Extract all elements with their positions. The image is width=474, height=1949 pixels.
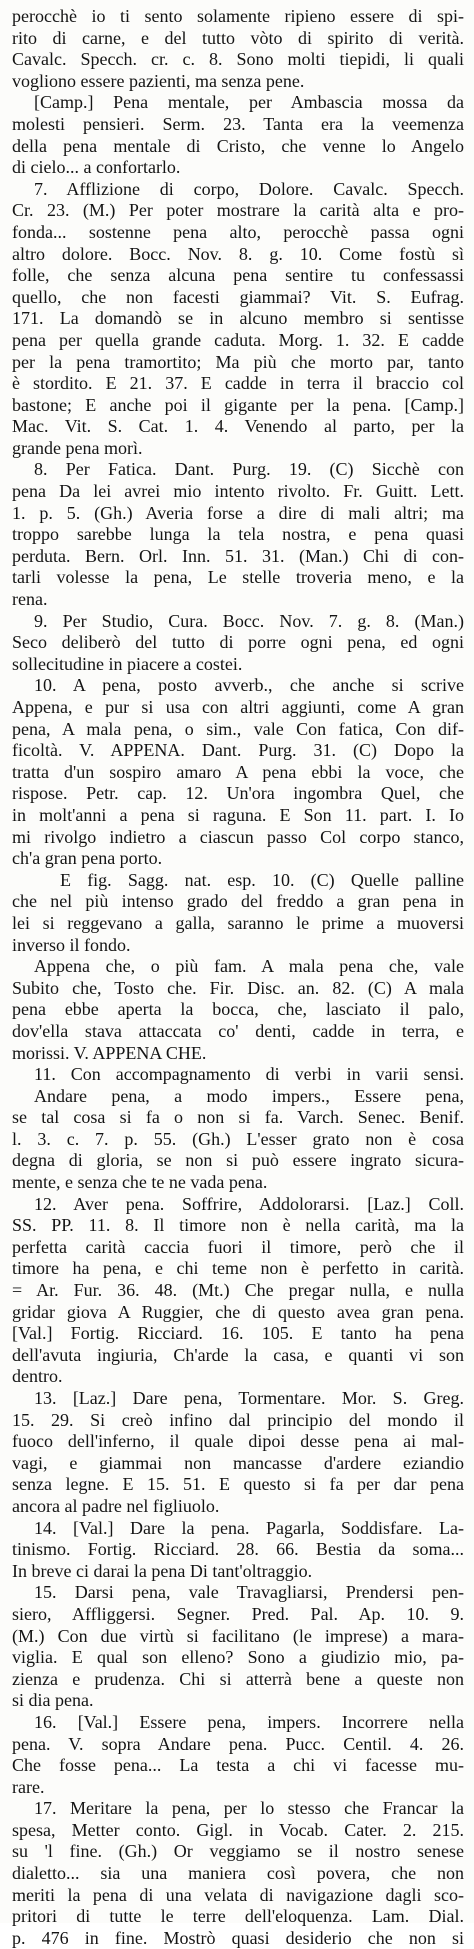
text-line: mente, e senza che te ne vada pena. [12,1172,268,1193]
text-line: molesti pensieri. Serm. 23. Tanta era la veemenza [12,113,464,134]
text-line: 13. [Laz.] Dare pena, Tormentare. Mor. S. Greg. [34,1388,464,1408]
text-line: in molt'anni a pena si raguna. E Son 11. part. I. Io [12,804,464,825]
text-line: che nel più intenso grado del freddo a gran pena in [12,891,464,912]
text-line: degna di gloria, se non si può essere ingrato sicura- [12,1150,464,1171]
text-line: 14. [Val.] Dare la pena. Pagarla, Soddisfare. La- [34,1517,464,1538]
text-line: p. 476 in fine. Mostrò quasi desiderio che non si [12,1927,464,1948]
text-line: SS. PP. 11. 8. Il timore non è nella carità, ma la [12,1215,464,1236]
text-line: ch'a gran pena porto. [12,848,163,869]
text-line: pena, A mala pena, o sim., vale Con fatica, Con dif- [12,718,464,739]
text-line: pena Da lei avrei mio intento rivolto. Fr. Guitt. Lett. [12,481,464,502]
text-line: perfetta carità caccia fuori il timore, però che il [12,1236,464,1257]
text-line: gridar giova A Ruggier, che di questo avea gran pena. [12,1301,464,1322]
text-line: Subito che, Tosto che. Fir. Disc. an. 82. (C) A mala [12,977,464,998]
text-line: pena ebbe aperta la bocca, che, lasciato il palo, [12,999,464,1020]
text-line: sollecitudine in piacere a costei. [12,653,243,674]
text-line: 10. A pena, posto avverb., che anche si scrive [34,675,464,696]
text-line: grande pena morì. [12,437,143,458]
text-line: morissi. V. APPENA CHE. [12,1042,207,1063]
text-line: 7. Afflizione di corpo, Dolore. Cavalc. Specch. [34,178,464,199]
text-line: Seco deliberò del tutto di porre ogni pena, ed ogni [12,632,464,653]
text-line: 15. Darsi pena, vale Travagliarsi, Prendersi pen- [34,1582,464,1603]
text-line: Andare pena, a modo impers., Essere pena, [34,1085,464,1106]
text-line: pena. V. sopra Andare pena. Pucc. Centil. 4. 26. [12,1733,464,1754]
text-line: è stordito. E 21. 37. E cadde in terra il braccio col [12,373,464,394]
text-line: zienza e prudenza. Chi si atterrà bene a queste non [12,1668,464,1689]
text-line: tratta d'un sospiro amaro A pena ebbi la voce, che [12,761,464,782]
text-line: Cr. 23. (M.) Per poter mostrare la carità alta e pro- [12,200,464,221]
text-line: dentro. [12,1366,63,1387]
text-line: timore ha pena, e chi teme non è perfetto in carità. [12,1258,464,1279]
text-line: se tal cosa si fa o non si fa. Varch. Senec. Benif. [12,1107,464,1128]
text-line: senza legne. E 15. 51. E questo si fa per dar pena [12,1474,464,1495]
text-line: perduta. Bern. Orl. Inn. 51. 31. (Man.) Chi di con- [12,545,464,566]
text-line: l. 3. c. 7. p. 55. (Gh.) L'esser grato non è cosa [12,1128,464,1149]
text-line: spesa, Metter conto. Gigl. in Vocab. Cater. 2. 215. [12,1819,464,1840]
text-line: fuoco dell'inferno, il quale dipoi desse pena ai mal- [12,1431,464,1452]
text-line: [Camp.] Pena mentale, per Ambascia mossa da [34,92,464,113]
text-line: dell'avuta ingiuria, Ch'arde la casa, e quanti vi son [12,1344,464,1365]
text-line: 11. Con accompagnamento di verbi in varii sensi. [34,1064,464,1085]
text-line: mi rivolgo indietro a ciascun passo Col corpo stanco, [12,826,464,847]
text-line: meriti la pena di una velata di navigazione dagli sco- [12,1884,464,1905]
text-line: 15. 29. Si creò infino dal principio del mondo il [12,1409,464,1430]
text-line: [Val.] Fortig. Ricciard. 16. 105. E tanto ha pena [12,1323,464,1344]
text-line: rare. [12,1776,45,1797]
text-line: 1. p. 5. (Gh.) Averia forse a dire di mali altri; ma [12,502,464,523]
text-line: tarli volesse la pena, Le stelle troveria meno, e la [12,567,464,588]
text-line: si dia pena. [12,1690,94,1711]
text-line: pritori di tutte le terre dell'eloquenza. Lam. Dial. [12,1906,464,1927]
text-line: di cielo... a confortarlo. [12,157,181,178]
text-line: bastone; E anche poi il gigante per la pena. [Camp.] [12,394,464,415]
text-line: Appena, e pur si usa con altri aggiunti, come A gran [12,697,464,717]
text-line: siero, Affliggersi. Segner. Pred. Pal. Ap. 10. 9. [12,1603,464,1624]
text-line: dialetto... sia una maniera così povera, che non [12,1863,464,1884]
text-line: Mac. Vit. S. Cat. 1. 4. Venendo al parto, per la [12,416,464,437]
text-line: troppo sarebbe lunga la tela nostra, e pena quasi [12,524,464,545]
text-line: vogliono essere pazienti, ma senza pene. [12,70,305,91]
text-line: inverso il fondo. [12,934,131,955]
text-line: ficoltà. V. APPENA. Dant. Purg. 31. (C) Dopo la [12,740,464,761]
text-line: per la pena tramortito; Ma più che morto par, tanto [12,351,464,372]
text-line: dov'ella stava attaccata co' denti, cadde in terra, e [12,1020,464,1041]
text-line: altro dolore. Bocc. Nov. 8. g. 10. Come fostù sì [12,243,464,264]
text-line: della pena mentale di Cristo, che venne lo Angelo [12,135,464,156]
text-line: (M.) Con due virtù si facilitano (le imprese) a mara- [12,1625,464,1646]
text-line: rena. [12,589,48,610]
text-line: Che fosse pena... La testa a chi vi facesse mu- [12,1755,464,1776]
text-line: quello, che non facesti giammai? Vit. S. Eufrag. [12,286,464,307]
text-line: 171. La domandò se in alcuno membro si sentisse [12,308,464,329]
dictionary-text-column [12,6,464,1949]
text-line: 8. Per Fatica. Dant. Purg. 19. (C) Sicchè con [34,459,464,480]
text-line: lei si reggevano a galla, saranno le prime a muoversi [12,912,464,933]
text-line: 16. [Val.] Essere pena, impers. Incorrere nella [34,1711,464,1732]
text-line: perocchè io ti sento solamente ripieno essere di spi- [12,6,464,26]
text-line: 12. Aver pena. Soffrire, Addolorarsi. [Laz.] Coll. [34,1193,464,1214]
text-line: 9. Per Studio, Cura. Bocc. Nov. 7. g. 8. (Man.) [34,610,464,631]
text-line: E fig. Sagg. nat. esp. 10. (C) Quelle palline [60,869,464,890]
text-line: folle, che senza alcuna pena sentire tu confessassi [12,265,464,286]
text-line: ancora al padre nel figliuolo. [12,1495,220,1516]
text-line: viglia. E qual son elleno? Sono a giudizio mio, pa- [12,1647,464,1668]
text-line: Cavalc. Specch. cr. c. 8. Sono molti tiepidi, li quali [12,49,464,70]
text-line: tinismo. Fortig. Ricciard. 28. 66. Bestia da soma... [12,1539,464,1560]
text-line: vagi, e giammai non mancasse d'ardere eziandio [12,1452,464,1473]
text-line: fonda... sostenne pena alto, perocchè passa ogni [12,221,464,242]
text-line: rispose. Petr. cap. 12. Un'ora ingombra Quel, che [12,783,464,804]
text-line: pena per quella grande caduta. Morg. 1. 32. E cadde [12,329,464,350]
text-line: 17. Meritare la pena, per lo stesso che Francar la [34,1798,464,1819]
text-line: In breve ci darai la pena Di tant'oltraggio. [12,1560,313,1581]
text-line: rito di carne, e del tutto vòto di spirito di verità. [12,27,464,48]
text-line: = Ar. Fur. 36. 48. (Mt.) Che pregar nulla, e nulla [12,1280,464,1301]
text-line: Appena che, o più fam. A mala pena che, vale [34,956,464,977]
text-line: su 'l fine. (Gh.) Or veggiamo se il nostro senese [12,1841,464,1862]
